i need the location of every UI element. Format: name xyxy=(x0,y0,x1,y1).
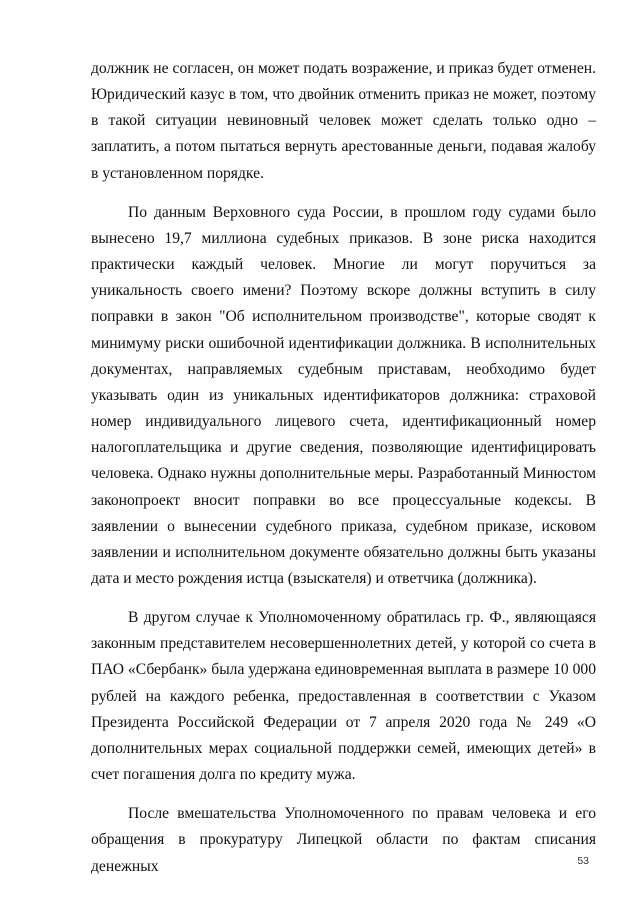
page-number: 53 xyxy=(577,855,589,867)
paragraph-prosecutor: После вмешательства Уполномоченного по правам человека и его обращения в прокуратуру Липецкой области по фактам списания денежных xyxy=(91,805,596,875)
paragraph-continuation: должник не согласен, он может подать возражение, и приказ будет отменен. Юридический казус в том, что двойник отменить приказ не может, поэтому в такой ситуации невиновный человек может сделать только одно – заплатить, а потом пытаться вернуть арестованные деньги, подавая жалобу в установленном порядке. xyxy=(91,60,596,182)
paragraph-sberbank-case: В другом случае к Уполномоченному обратилась гр. Ф., являющаяся законным представителем несовершеннолетних детей, у которой со счета в ПАО «Сбербанк» была удержана единовременная выплата в размере 10 000 рублей на каждого ребенка, предоставленная в соответствии с Указом Президента Российской Федерации от 7 апреля 2020 года № 249 «О дополнительных мерах социальной поддержки семей, имеющих детей» в счет погашения долга по кредиту мужа. xyxy=(91,609,596,784)
paragraph-supreme-court: По данным Верховного суда России, в прошлом году судами было вынесено 19,7 миллиона судебных приказов. В зоне риска находится практически каждый человек. Многие ли могут поручиться за уникальность своего имени? Поэтому вскоре должны вступить в силу поправки в закон "Об исполнительном производстве", которые сводят к минимуму риски ошибочной идентификации должника. В исполнительных документах, направляемых судебным приставам, необходимо будет указывать один из уникальных идентификаторов должника: страховой номер индивидуального лицевого счета, идентификационный номер налогоплательщика и другие сведения, позволяющие идентифицировать человека. Однако нужны дополнительные меры. Разработанный Минюстом законопроект вносит поправки во все процессуальные кодексы. В заявлении о вынесении судебного приказа, судебном приказе, исковом заявлении и исполнительном документе обязательно должны быть указаны дата и место рождения истца (взыскателя) и ответчика (должника). xyxy=(91,203,596,587)
body-text xyxy=(91,56,596,880)
